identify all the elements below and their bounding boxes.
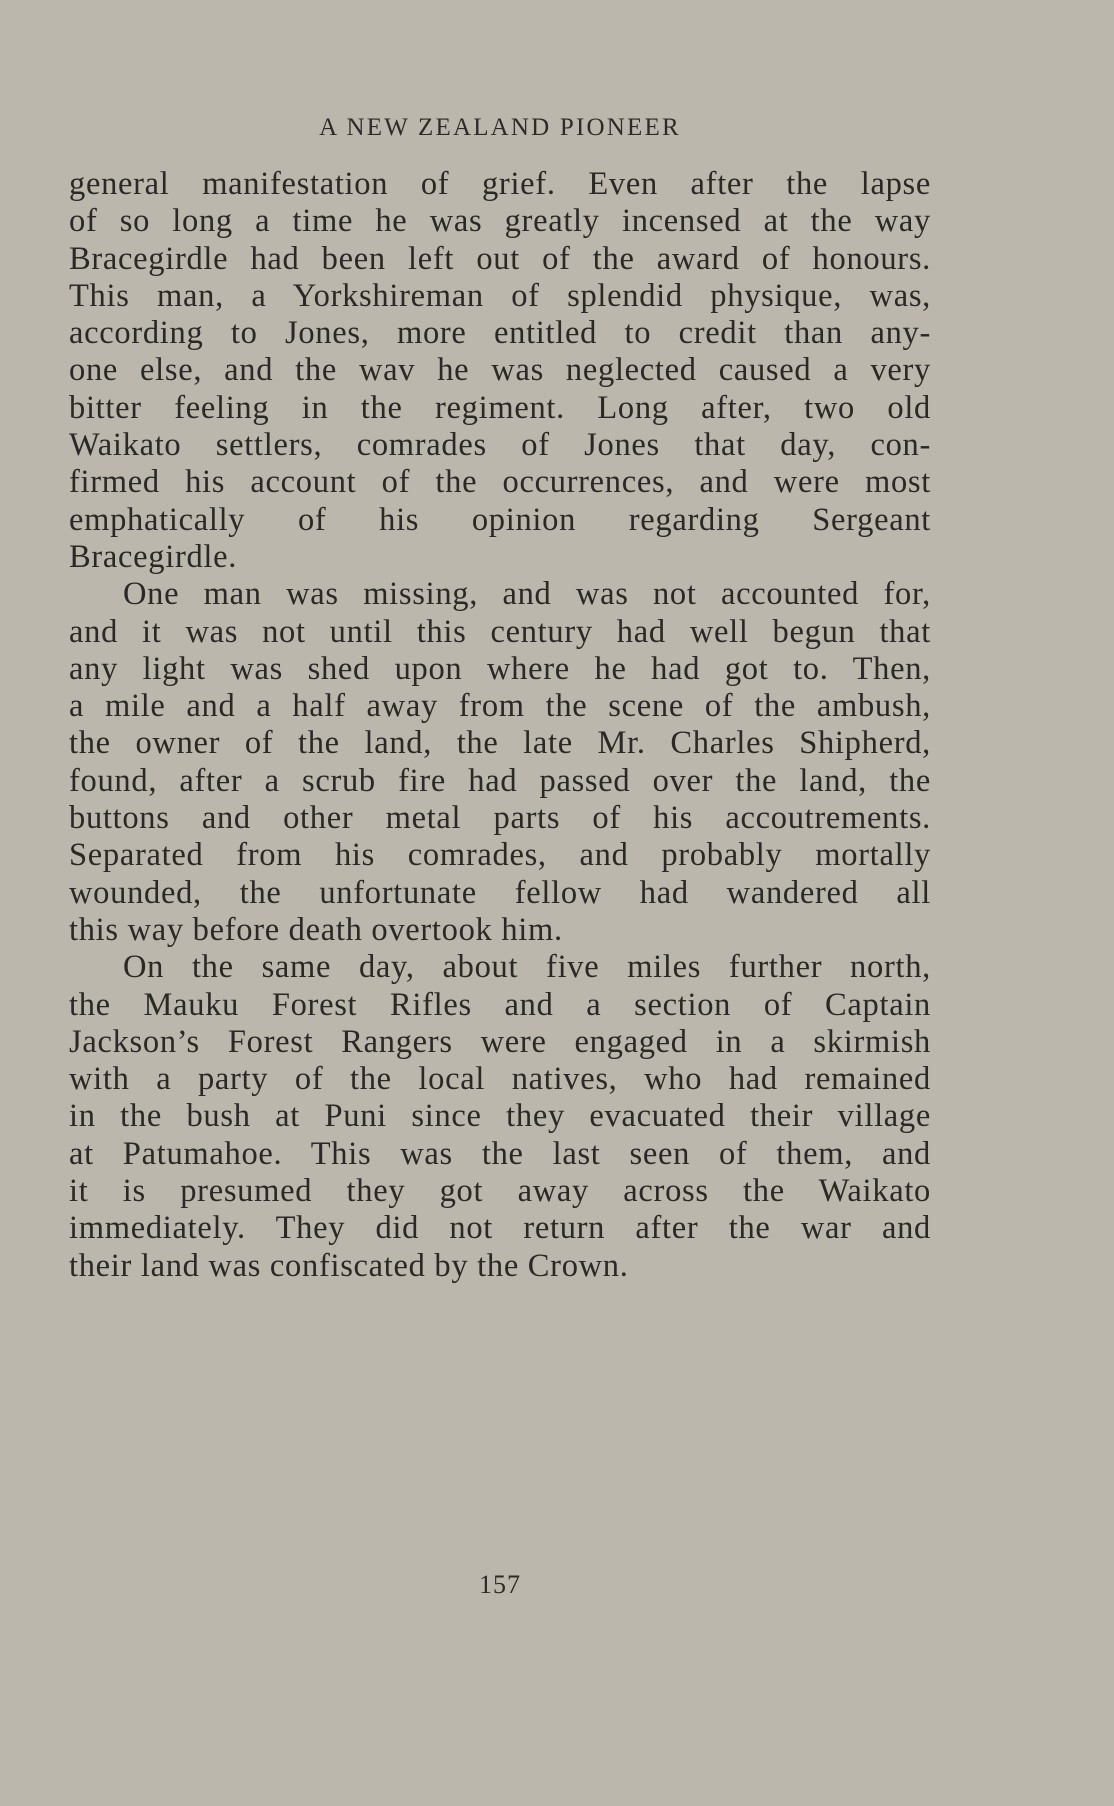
text-line: One man was missing, and was not accounted for, bbox=[123, 576, 931, 613]
paragraph bbox=[69, 949, 931, 1285]
text-line: bitter feeling in the regiment. Long after, two old bbox=[69, 389, 931, 426]
text-line: with a party of the local natives, who had remained bbox=[69, 1061, 931, 1098]
text-line: of so long a time he was greatly incensed at the way bbox=[69, 203, 931, 240]
text-line: emphatically of his opinion regarding Sergeant bbox=[69, 501, 931, 538]
text-line: at Patumahoe. This was the last seen of them, and bbox=[69, 1135, 931, 1172]
text-line: the Mauku Forest Rifles and a section of Captain bbox=[69, 986, 931, 1023]
text-line: and it was not until this century had well begun that bbox=[69, 613, 931, 650]
text-line: a mile and a half away from the scene of the ambush, bbox=[69, 688, 931, 725]
text-line: general manifestation of grief. Even after the lapse bbox=[69, 166, 931, 202]
paragraph bbox=[69, 166, 931, 576]
text-line: it is presumed they got away across the Waikato bbox=[69, 1173, 931, 1210]
text-line: this way before death overtook him. bbox=[69, 911, 563, 948]
running-head: A NEW ZEALAND PIONEER bbox=[319, 114, 681, 141]
text-line: buttons and other metal parts of his accoutrements. bbox=[69, 800, 931, 837]
text-line: any light was shed upon where he had got to. Then, bbox=[69, 650, 931, 687]
text-line: This man, a Yorkshireman of splendid physique, was, bbox=[69, 277, 931, 314]
text-line: their land was confiscated by the Crown. bbox=[69, 1247, 629, 1284]
text-line: one else, and the wav he was neglected caused a very bbox=[69, 352, 931, 389]
text-line: Waikato settlers, comrades of Jones that day, con- bbox=[69, 427, 931, 464]
text-line: Bracegirdle. bbox=[69, 538, 238, 575]
text-line: Bracegirdle had been left out of the award of honours. bbox=[69, 240, 931, 277]
text-line: On the same day, about five miles further north, bbox=[123, 949, 931, 986]
text-line: according to Jones, more entitled to credit than any- bbox=[69, 315, 931, 352]
body-text bbox=[69, 166, 931, 1285]
text-line: found, after a scrub fire had passed over the land, the bbox=[69, 762, 931, 799]
text-line: wounded, the unfortunate fellow had wandered all bbox=[69, 874, 931, 911]
text-line: Jackson’s Forest Rangers were engaged in a skirmish bbox=[69, 1023, 931, 1060]
page-number: 157 bbox=[479, 1570, 521, 1599]
text-line: firmed his account of the occurrences, and were most bbox=[69, 464, 931, 501]
text-line: immediately. They did not return after the war and bbox=[69, 1210, 931, 1247]
text-line: the owner of the land, the late Mr. Charles Shipherd, bbox=[69, 725, 931, 762]
paragraph bbox=[69, 576, 931, 949]
text-line: Separated from his comrades, and probably mortally bbox=[69, 837, 931, 874]
text-line: in the bush at Puni since they evacuated their village bbox=[69, 1098, 931, 1135]
